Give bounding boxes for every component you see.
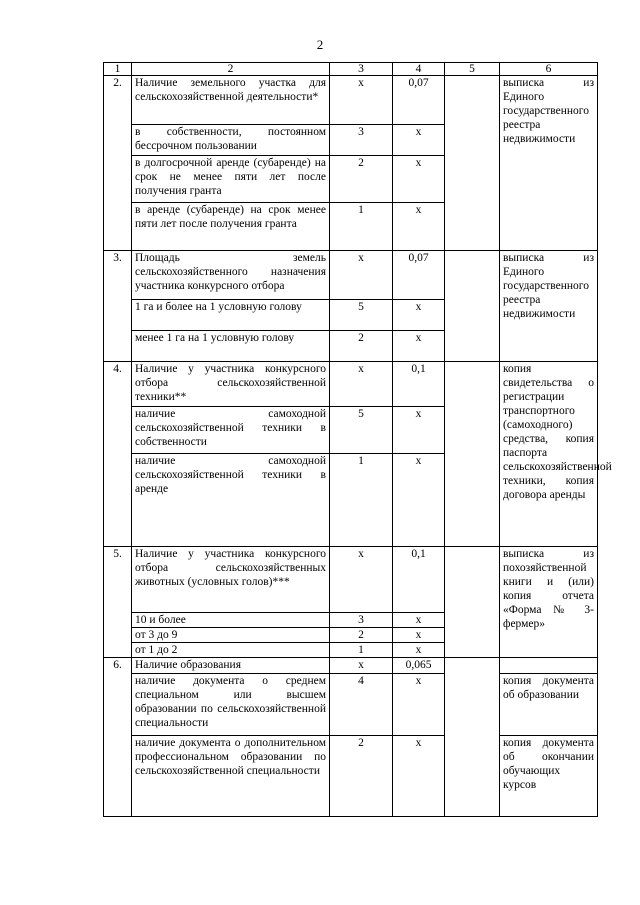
score-cell: х xyxy=(330,658,393,674)
criterion-number: 6. xyxy=(104,658,132,817)
table-row xyxy=(104,76,598,125)
table-row xyxy=(104,736,598,817)
score-cell: х xyxy=(330,362,393,407)
weight-cell: х xyxy=(393,674,445,736)
weight-cell: х xyxy=(393,643,445,658)
score-cell: 1 xyxy=(330,454,393,547)
score-cell: 1 xyxy=(330,643,393,658)
option-text: в собственности, постоянном бессрочном пользовании xyxy=(132,125,330,156)
column-header: 1 xyxy=(104,63,132,76)
score-cell: 3 xyxy=(330,125,393,156)
option-text: 10 и более xyxy=(132,613,330,628)
weight-cell: 0,07 xyxy=(393,76,445,125)
document-cell xyxy=(500,658,598,674)
empty-cell xyxy=(445,76,500,251)
option-text: в аренде (субаренде) на срок менее пяти лет после получения гранта xyxy=(132,203,330,251)
weight-cell: 0,1 xyxy=(393,547,445,613)
column-header: 6 xyxy=(500,63,598,76)
table-row xyxy=(104,674,598,736)
weight-cell: х xyxy=(393,407,445,454)
score-cell: 2 xyxy=(330,628,393,643)
table-header-row xyxy=(104,63,598,76)
document-cell: копия документа об окончании обучающих курсов xyxy=(500,736,598,817)
weight-cell: х xyxy=(393,156,445,203)
document-cell: выписка из Единого государственного реестра недвижимости xyxy=(500,251,598,362)
weight-cell: х xyxy=(393,300,445,331)
weight-cell: х xyxy=(393,454,445,547)
weight-cell: х xyxy=(393,736,445,817)
score-cell: 2 xyxy=(330,156,393,203)
criterion-title: Наличие земельного участка для сельскохозяйственной деятельности* xyxy=(132,76,330,125)
score-cell: х xyxy=(330,76,393,125)
weight-cell: 0,07 xyxy=(393,251,445,300)
option-text: наличие самоходной сельскохозяйственной техники в собственности xyxy=(132,407,330,454)
criterion-number: 3. xyxy=(104,251,132,362)
weight-cell: х xyxy=(393,331,445,362)
score-cell: х xyxy=(330,251,393,300)
criterion-number: 5. xyxy=(104,547,132,658)
column-header: 2 xyxy=(132,63,330,76)
criterion-number: 2. xyxy=(104,76,132,251)
score-cell: 2 xyxy=(330,736,393,817)
document-cell: выписка из Единого государственного реестра недвижимости xyxy=(500,76,598,251)
weight-cell: 0,1 xyxy=(393,362,445,407)
document-cell: выписка из похозяйственной книги и (или) копия отчета «Форма № 3-фермер» xyxy=(500,547,598,658)
option-text: наличие документа о дополнительном профессиональном образовании по сельскохозяйственной специальности xyxy=(132,736,330,817)
option-text: 1 га и более на 1 условную голову xyxy=(132,300,330,331)
option-text: наличие документа о среднем специальном или высшем образовании по сельскохозяйственной специальности xyxy=(132,674,330,736)
option-text: от 3 до 9 xyxy=(132,628,330,643)
weight-cell: х xyxy=(393,613,445,628)
option-text: от 1 до 2 xyxy=(132,643,330,658)
score-cell: х xyxy=(330,547,393,613)
table-row xyxy=(104,362,598,407)
column-header: 5 xyxy=(445,63,500,76)
table-row xyxy=(104,547,598,613)
score-cell: 4 xyxy=(330,674,393,736)
criterion-title: Площадь земель сельскохозяйственного назначения участника конкурсного отбора xyxy=(132,251,330,300)
empty-cell xyxy=(445,547,500,658)
document-cell: копия документа об образовании xyxy=(500,674,598,736)
column-header: 4 xyxy=(393,63,445,76)
document-cell: копия свидетельства о регистрации транспортного (самоходного) средства, копия паспорта сельскохозяйственной техники, копия договора аренды xyxy=(500,362,598,547)
score-cell: 2 xyxy=(330,331,393,362)
score-cell: 5 xyxy=(330,300,393,331)
weight-cell: х xyxy=(393,203,445,251)
criterion-title: Наличие у участника конкурсного отбора сельскохозяйственных животных (условных голов)*** xyxy=(132,547,330,613)
option-text: наличие самоходной сельскохозяйственной техники в аренде xyxy=(132,454,330,547)
criterion-number: 4. xyxy=(104,362,132,547)
empty-cell xyxy=(445,658,500,817)
score-cell: 1 xyxy=(330,203,393,251)
criterion-title: Наличие образования xyxy=(132,658,330,674)
criterion-title: Наличие у участника конкурсного отбора сельскохозяйственной техники** xyxy=(132,362,330,407)
empty-cell xyxy=(445,251,500,362)
option-text: в долгосрочной аренде (субаренде) на срок не менее пяти лет после получения гранта xyxy=(132,156,330,203)
table-row xyxy=(104,251,598,300)
column-header: 3 xyxy=(330,63,393,76)
option-text: менее 1 га на 1 условную голову xyxy=(132,331,330,362)
score-cell: 3 xyxy=(330,613,393,628)
table-row xyxy=(104,658,598,674)
page-number: 2 xyxy=(316,37,324,52)
empty-cell xyxy=(445,362,500,547)
weight-cell: 0,065 xyxy=(393,658,445,674)
criteria-table xyxy=(103,62,612,817)
weight-cell: х xyxy=(393,125,445,156)
score-cell: 5 xyxy=(330,407,393,454)
weight-cell: х xyxy=(393,628,445,643)
